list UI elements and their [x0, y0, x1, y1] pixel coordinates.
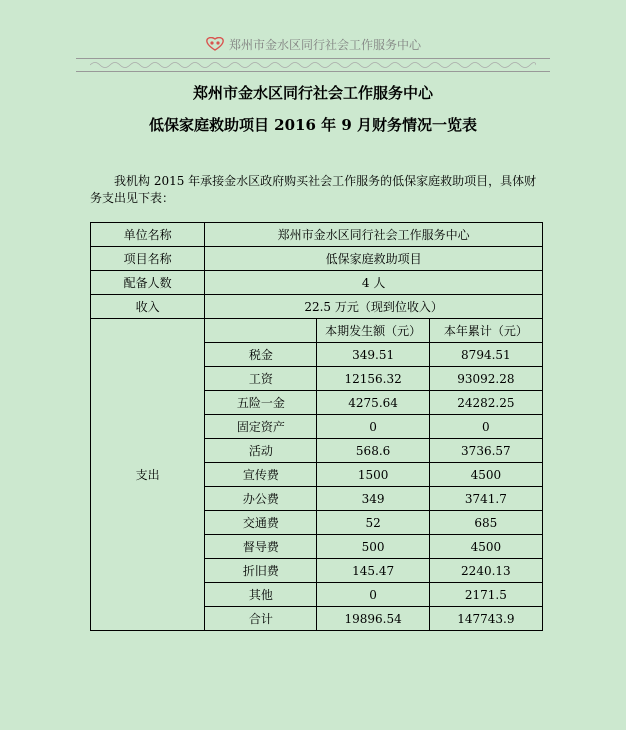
expense-item-cell: 宣传费	[205, 463, 317, 487]
expense-ytd-cell: 3736.57	[429, 439, 542, 463]
expense-item-cell: 五险一金	[205, 391, 317, 415]
intro-paragraph: 我机构 2015 年承接金水区政府购买社会工作服务的低保家庭救助项目，具体财务支出见下表：	[90, 174, 537, 205]
expense-ytd-cell: 2171.5	[429, 583, 542, 607]
expense-period-cell: 52	[317, 511, 429, 535]
expense-ytd-cell: 4500	[429, 535, 542, 559]
header-org-name: 郑州市金水区同行社会工作服务中心	[228, 38, 421, 52]
expense-item-cell: 办公费	[205, 487, 317, 511]
finance-table	[90, 222, 543, 631]
row-label-cell: 收入	[91, 295, 205, 319]
header-wave-divider	[90, 60, 536, 70]
row-label-cell: 单位名称	[91, 223, 205, 247]
header-rule-bottom	[76, 71, 550, 72]
row-value-cell: 低保家庭救助项目	[205, 247, 543, 271]
page-header	[0, 36, 626, 53]
expense-period-cell: 568.6	[317, 439, 429, 463]
row-label-cell: 项目名称	[91, 247, 205, 271]
row-value-cell: 4 人	[205, 271, 543, 295]
expense-ytd-cell: 24282.25	[429, 391, 542, 415]
expense-ytd-cell: 685	[429, 511, 542, 535]
expense-period-cell: 4275.64	[317, 391, 429, 415]
expense-label-cell: 支出	[91, 319, 205, 631]
expense-period-cell: 12156.32	[317, 367, 429, 391]
row-label-cell: 配备人数	[91, 271, 205, 295]
expense-period-cell: 500	[317, 535, 429, 559]
expense-item-cell: 督导费	[205, 535, 317, 559]
header-rule-top	[76, 58, 550, 59]
expense-item-cell: 折旧费	[205, 559, 317, 583]
expense-period-cell: 349.51	[317, 343, 429, 367]
expense-ytd-cell: 4500	[429, 463, 542, 487]
table-row	[91, 295, 543, 319]
organization-logo-icon	[205, 37, 225, 51]
expense-item-cell: 税金	[205, 343, 317, 367]
expense-item-cell: 活动	[205, 439, 317, 463]
expense-period-header-cell: 本期发生额（元）	[317, 319, 429, 343]
expense-ytd-cell: 3741.7	[429, 487, 542, 511]
table-row	[91, 319, 543, 343]
expense-period-cell: 0	[317, 415, 429, 439]
expense-period-cell: 145.47	[317, 559, 429, 583]
expense-ytd-header-cell: 本年累计（元）	[429, 319, 542, 343]
expense-item-cell: 交通费	[205, 511, 317, 535]
document-title-line1: 郑州市金水区同行社会工作服务中心	[192, 84, 433, 102]
expense-period-cell: 1500	[317, 463, 429, 487]
table-row	[91, 223, 543, 247]
expense-item-cell: 合计	[205, 607, 317, 631]
expense-item-cell: 工资	[205, 367, 317, 391]
expense-period-cell: 0	[317, 583, 429, 607]
table-row	[91, 247, 543, 271]
expense-ytd-cell: 8794.51	[429, 343, 542, 367]
expense-ytd-cell: 93092.28	[429, 367, 542, 391]
table-row	[91, 271, 543, 295]
document-title-line2: 低保家庭救助项目 2016 年 9 月财务情况一览表	[148, 116, 478, 134]
expense-ytd-cell: 0	[429, 415, 542, 439]
expense-period-cell: 349	[317, 487, 429, 511]
expense-item-cell: 固定资产	[205, 415, 317, 439]
expense-item-cell: 其他	[205, 583, 317, 607]
row-value-cell: 郑州市金水区同行社会工作服务中心	[205, 223, 543, 247]
row-value-cell: 22.5 万元（现到位收入）	[205, 295, 543, 319]
expense-period-cell: 19896.54	[317, 607, 429, 631]
expense-ytd-cell: 2240.13	[429, 559, 542, 583]
expense-ytd-cell: 147743.9	[429, 607, 542, 631]
expense-item-header-cell	[205, 319, 317, 343]
